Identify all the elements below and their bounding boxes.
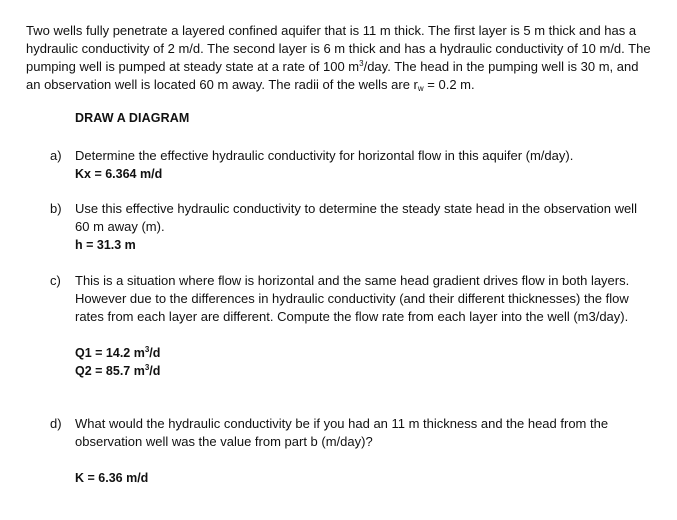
question-b-answer: h = 31.3 m (75, 238, 136, 252)
well-subscript: w (417, 84, 424, 93)
question-b (50, 200, 650, 254)
problem-statement (26, 22, 656, 94)
problem-text-part2: /day. The head in the pumping well is 30 m, and an observation well is located 60 m away. The radii of the wells are r (26, 59, 639, 92)
diagram-heading: DRAW A DIAGRAM (75, 111, 190, 125)
question-d-text: What would the hydraulic conductivity be if you had an 11 m thickness and the head from the observation well was the value from part b (m/day)? (75, 416, 609, 449)
question-b-text: Use this effective hydraulic conductivity to determine the steady state head in the observation well 60 m away (m). (75, 201, 637, 234)
question-c-text: This is a situation where flow is horizontal and the same head gradient drives flow in both layers. However due to the differences in hydraulic conductivity (and their different thicknesses) the flow rates from each layer are different. Compute the flow rate from each layer into the well (m3/day). (75, 273, 630, 324)
question-a (50, 147, 650, 183)
question-a-text: Determine the effective hydraulic conductivity for horizontal flow in this aquifer (m/day). (75, 148, 574, 163)
cubed-superscript: 3 (359, 59, 364, 68)
question-b-letter: b) (50, 201, 62, 216)
question-c-answer-1: Q1 = 14.2 $m^3/d$ (75, 345, 161, 360)
problem-text-part3: = 0.2 m. (423, 77, 475, 92)
question-a-letter: a) (50, 148, 62, 163)
question-d-answer: K = 6.36 m/d (75, 471, 149, 485)
question-d (50, 415, 650, 487)
problem-text-part1: Two wells fully penetrate a layered confined aquifer that is 11 m thick. The first layer is 5 m thick and has a hydraulic conductivity of 2 m/d. The second layer is 6 m thick and has a hydraulic conductivity of 10 m/d. The pumping well is pumped at steady state at a rate of 100 m (26, 23, 651, 74)
question-c-letter: c) (50, 273, 61, 288)
question-c-answer-2: Q2 = 85.7 $m^3/d$ (75, 363, 161, 378)
question-d-letter: d) (50, 416, 62, 431)
question-c (50, 272, 650, 380)
question-a-answer: Kx = 6.364 m/d (75, 167, 163, 181)
